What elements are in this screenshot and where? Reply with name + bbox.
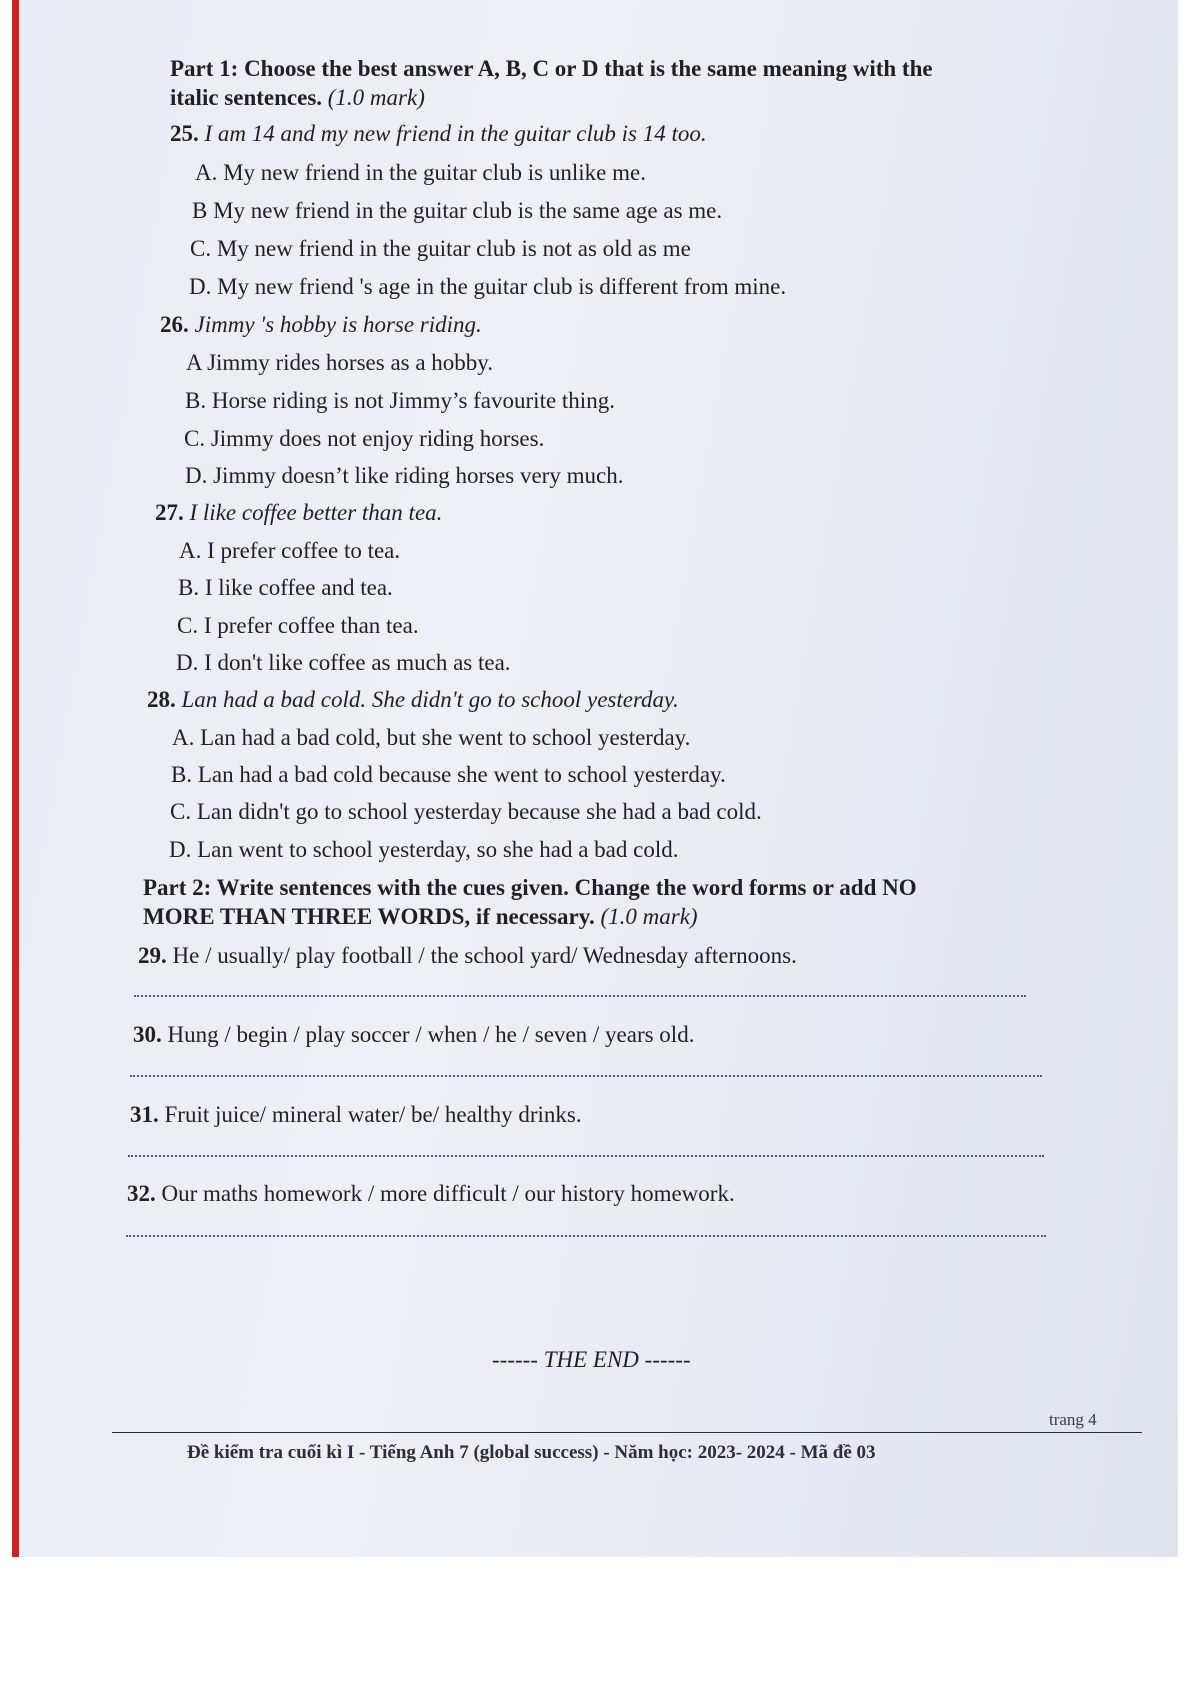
question-number: 31. [130,1102,165,1127]
question-prompt: I am 14 and my new friend in the guitar club is 14 too. [204,121,707,146]
document-photo [12,0,1178,1557]
answer-line-30[interactable] [130,1075,1042,1077]
option-26b: B. Horse riding is not Jimmy’s favourite thing. [185,388,615,413]
question-27 [155,499,442,527]
option-28d: D. Lan went to school yesterday, so she had a bad cold. [169,837,679,862]
footer-text: Đề kiểm tra cuối kì I - Tiếng Anh 7 (global success) - Năm học: 2023- 2024 - Mã đề 03 [187,1442,876,1463]
option-25b: B My new friend in the guitar club is the same age as me. [192,198,723,223]
question-number: 32. [127,1181,162,1206]
question-30 [133,1021,694,1049]
part2-heading-text: MORE THAN THREE WORDS, if necessary. [143,904,601,929]
answer-line-29[interactable] [134,995,1026,997]
part1-heading [170,55,933,83]
page-number: trang 4 [1049,1410,1097,1429]
answer-line-32[interactable] [126,1235,1046,1237]
answer-line-31[interactable] [128,1155,1044,1157]
option-26c: C. Jimmy does not enjoy riding horses. [184,426,545,451]
part1-heading-line1: Part 1: Choose the best answer A, B, C or D that is the same meaning with the [170,56,933,81]
question-26 [160,311,482,339]
question-29 [138,942,797,970]
question-number: 26. [160,312,195,337]
question-number: 25. [170,121,205,146]
option-25c: C. My new friend in the guitar club is not as old as me [190,236,691,261]
question-cue: Hung / begin / play soccer / when / he / seven / years old. [167,1022,695,1047]
option-27d: D. I don't like coffee as much as tea. [176,650,511,675]
question-25 [170,120,707,148]
part2-heading [143,874,917,902]
part1-heading-line2 [170,84,425,112]
option-28a: A. Lan had a bad cold, but she went to school yesterday. [172,725,691,750]
question-cue: He / usually/ play football / the school yard/ Wednesday afternoons. [172,943,797,968]
option-28c: C. Lan didn't go to school yesterday because she had a bad cold. [170,799,762,824]
option-27a: A. I prefer coffee to tea. [179,538,401,563]
end-marker: ------ THE END ------ [492,1347,691,1372]
question-cue: Our maths homework / more difficult / our history homework. [161,1181,735,1206]
part2-heading-line1: Part 2: Write sentences with the cues given. Change the word forms or add NO [143,875,917,900]
part1-heading-text: italic sentences. [170,85,328,110]
option-27c: C. I prefer coffee than tea. [177,613,419,638]
question-number: 29. [138,943,173,968]
question-32 [127,1180,735,1208]
question-number: 30. [133,1022,168,1047]
question-number: 28. [147,687,182,712]
footer-rule [112,1432,1142,1433]
option-26d: D. Jimmy doesn’t like riding horses very much. [185,463,624,488]
question-prompt: Lan had a bad cold. She didn't go to school yesterday. [181,687,679,712]
part1-mark: (1.0 mark) [327,85,425,110]
option-25d: D. My new friend 's age in the guitar club is different from mine. [189,274,787,299]
question-31 [130,1101,582,1129]
question-number: 27. [155,500,190,525]
option-25a: A. My new friend in the guitar club is unlike me. [195,160,646,185]
part2-mark: (1.0 mark) [600,904,698,929]
question-cue: Fruit juice/ mineral water/ be/ healthy drinks. [164,1102,582,1127]
option-26a: A Jimmy rides horses as a hobby. [186,350,494,375]
option-28b: B. Lan had a bad cold because she went to school yesterday. [171,762,726,787]
question-28 [147,686,679,714]
part2-heading-line2 [143,903,698,931]
option-27b: B. I like coffee and tea. [178,575,393,600]
exam-page [12,0,1178,1557]
question-prompt: Jimmy 's hobby is horse riding. [194,312,482,337]
question-prompt: I like coffee better than tea. [189,500,443,525]
